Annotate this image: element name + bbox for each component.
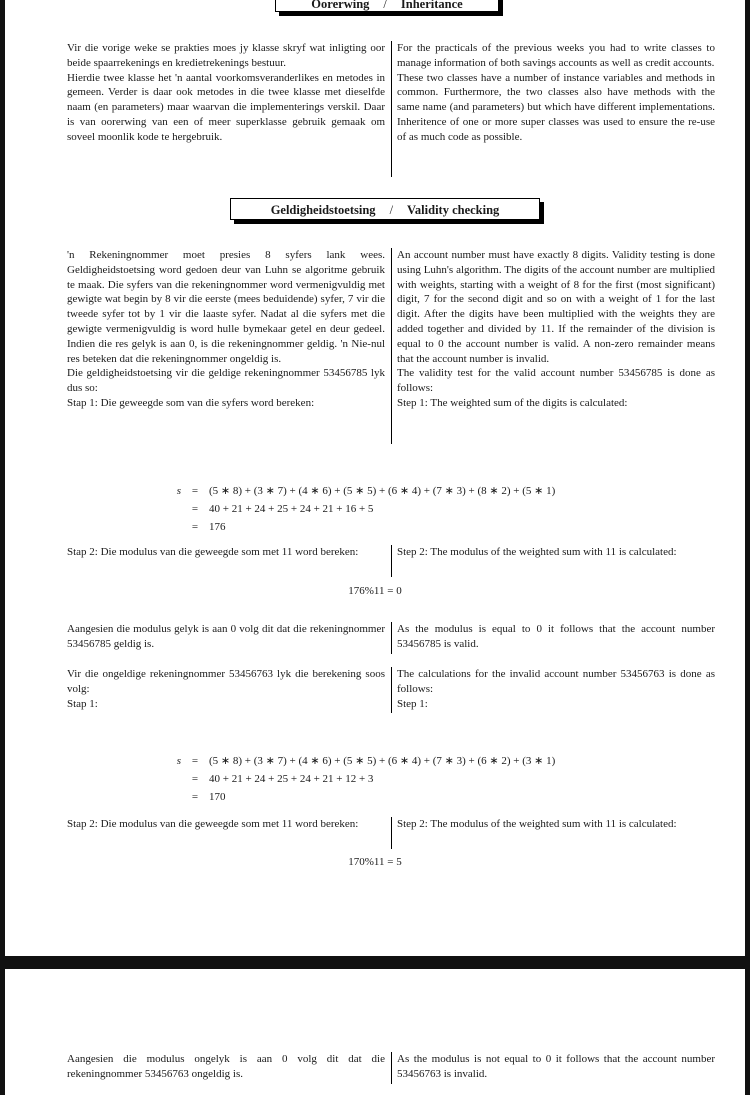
english-column: Step 2: The modulus of the weighted sum with 11 is calculated:	[397, 818, 677, 830]
step2-invalid	[67, 817, 717, 849]
paragraph: For the practicals of the previous weeks you had to write classes to manage information of both savings accounts as well as credit accounts.	[397, 42, 715, 69]
english-column: As the modulus is equal to 0 it follows that the account number 53456785 is valid.	[397, 623, 715, 650]
english-column: As the modulus is not equal to 0 it follows that the account number 53456763 is invalid.	[397, 1053, 715, 1080]
weighted-sum-valid: s = (5 ∗ 8) + (3 ∗ 7) + (4 ∗ 6) + (5 ∗ 5) + (6 ∗ 4) + (7 ∗ 3) + (8 ∗ 2) + (5 ∗ 1) = 40 + 21 + 24 + 25 + 24 + 21 + 16 + 5 = 176	[176, 485, 556, 533]
column-divider	[391, 545, 392, 577]
heading-validity: Geldigheidstoetsing / Validity checking	[230, 198, 540, 220]
paragraph: Vir die vorige weke se prakties moes jy klasse skryf wat inligting oor beide spaarrekenings en kredietrekenings bestuur.	[67, 42, 385, 69]
column-divider	[391, 1052, 392, 1084]
page-1	[5, 0, 745, 956]
column-divider	[391, 667, 392, 713]
afrikaans-column: Stap 2: Die modulus van die geweegde som met 11 word bereken:	[67, 818, 359, 830]
step2-valid	[67, 545, 717, 577]
paragraph: Die geldigheidstoetsing vir die geldige rekeningnommer 53456785 lyk dus so:	[67, 367, 385, 395]
paragraph: Step 1: The weighted sum of the digits is calculated:	[397, 396, 628, 409]
english-column: The calculations for the invalid account number 53456763 is done as follows: Step 1:	[397, 668, 715, 710]
invalid-intro	[67, 667, 717, 713]
afrikaans-column: Vir die ongeldige rekeningnommer 53456763 lyk die berekening soos volg: Stap 1:	[67, 668, 385, 710]
modulus-result-invalid: 170%11 = 5	[348, 856, 402, 868]
invalid-conclusion	[67, 1052, 717, 1084]
afrikaans-column: Aangesien die modulus ongelyk is aan 0 volg dit dat die rekeningnommer 53456763 ongeldig is.	[67, 1053, 385, 1080]
column-divider	[391, 41, 392, 177]
validity-section	[67, 248, 717, 444]
inheritance-section	[67, 41, 717, 177]
english-column: Step 2: The modulus of the weighted sum with 11 is calculated:	[397, 546, 677, 558]
valid-conclusion	[67, 622, 717, 654]
paragraph: An account number must have exactly 8 digits. Validity testing is done using Luhn's algorithm. The digits of the account number are multiplied with weights, starting with a weight of 8 for the first (most significant) digit, 7 for the second digit and so on with a weight of 1 for the last digit. After the digits have been multiplied with the weights they are added together and divided by 11. If the remainder of the division is equal to 0 the account number is valid. A non-zero remainder means that the account number is invalid.	[397, 249, 715, 365]
heading-inheritance: Oorerwing / Inheritance	[275, 0, 499, 12]
paragraph: 'n Rekeningnommer moet presies 8 syfers lank wees. Geldigheidstoetsing word gedoen deur van Luhn se algoritme gebruik te maak. Die syfers van die rekeningnommer word vermenigvuldig met gewigte wat begin by 8 vir die eerste (mees beduidende) syfer, 7 vir die tweede syfer tot by 1 vir die laaste syfer. Nadat al die syfers met die gewigte vermenigvuldig is word hulle bymekaar getel en deur gedeel. Indien die res gelyk is aan 0, is die rekeningnommer geldig. 'n Nie-nul res beteken dat die rekeningnommer ongeldig is.	[67, 249, 385, 365]
paragraph: The validity test for the valid account number 53456785 is done as follows:	[397, 367, 715, 395]
afrikaans-column: Aangesien die modulus gelyk is aan 0 volg dit dat die rekeningnommer 53456785 geldig is.	[67, 623, 385, 650]
paragraph: Hierdie twee klasse het 'n aantal voorkomsveranderlikes en metodes in gemeen. Verder is daar ook metodes in die twee klasse met dieselfde naam (en parameters) maar waarvan die implementerings verskil. Daar is van oorerwing van een of meer superklasse gebruik gemaak om soveel moonlik kode te hergebruik.	[67, 71, 385, 143]
afrikaans-column	[67, 41, 385, 145]
english-column	[397, 41, 715, 145]
column-divider	[391, 622, 392, 654]
column-divider	[391, 817, 392, 849]
page-2	[5, 969, 745, 1095]
english-column	[397, 248, 715, 411]
column-divider	[391, 248, 392, 444]
paragraph: Stap 1: Die geweegde som van die syfers word bereken:	[67, 396, 315, 409]
modulus-result-valid: 176%11 = 0	[348, 585, 402, 597]
afrikaans-column: Stap 2: Die modulus van die geweegde som met 11 word bereken:	[67, 546, 359, 558]
paragraph: These two classes have a number of instance variables and methods in common. Furthermore, the two classes also have methods with the same name (and parameters) but which have different implementations. Inheritence of one or more super classes was used to ensure the re-use of as much code as possible.	[397, 71, 715, 143]
afrikaans-column	[67, 248, 385, 411]
weighted-sum-invalid: s = (5 ∗ 8) + (3 ∗ 7) + (4 ∗ 6) + (5 ∗ 5) + (6 ∗ 4) + (7 ∗ 3) + (6 ∗ 2) + (3 ∗ 1) = 40 + 21 + 24 + 25 + 24 + 21 + 12 + 3 = 170	[176, 755, 556, 803]
